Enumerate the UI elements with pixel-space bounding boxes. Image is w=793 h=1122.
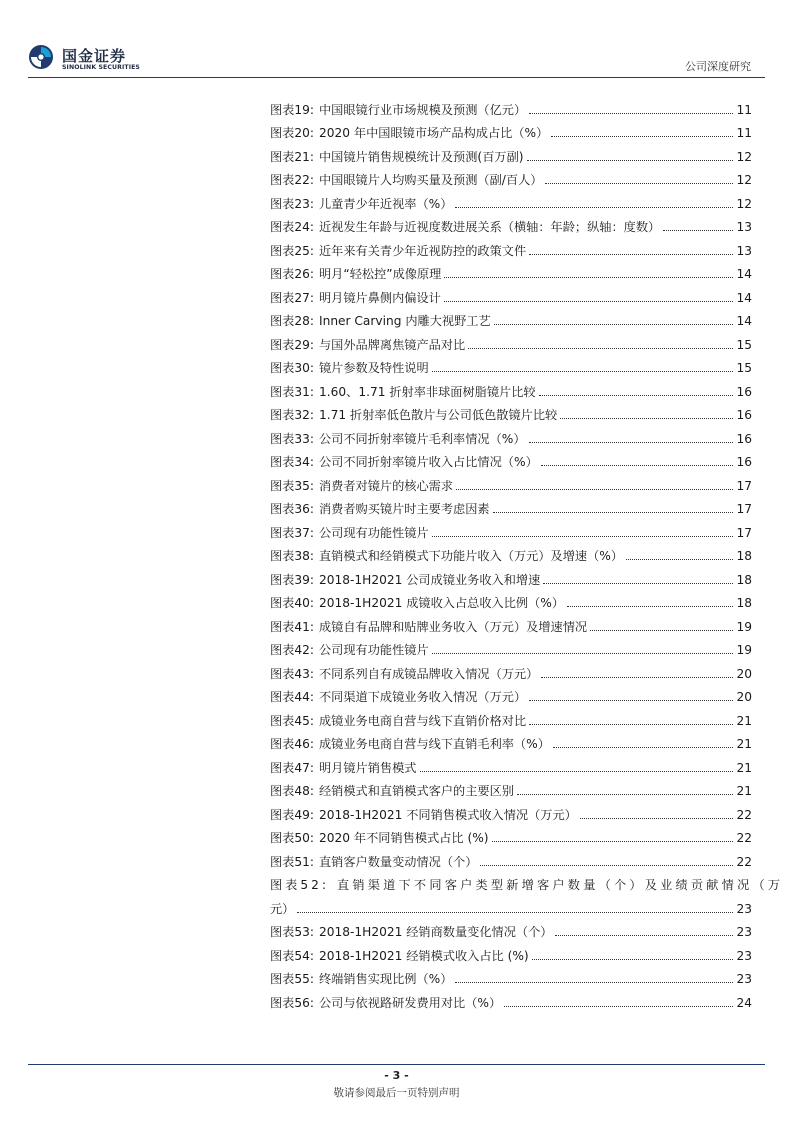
- toc-entry-title: 与国外品牌离焦镜产品对比: [319, 337, 466, 352]
- toc-entry-label: 图表38:: [270, 549, 314, 563]
- toc-leader-dots: [551, 136, 733, 137]
- toc-leader-dots: [553, 747, 733, 748]
- toc-entry-title: 中国眼镜片人均购买量及预测（副/百人）: [319, 173, 543, 187]
- toc-entry[interactable]: [270, 752, 752, 776]
- toc-entry-page: 14: [736, 267, 752, 281]
- toc-leader-dots: [297, 912, 733, 913]
- toc-entry[interactable]: [270, 141, 752, 165]
- toc-leader-dots: [529, 113, 733, 114]
- toc-entry-page: 21: [736, 784, 752, 798]
- toc-entry-label: 图表21:: [270, 149, 314, 164]
- toc-entry[interactable]: [270, 705, 752, 729]
- toc-entry-page: 11: [736, 102, 752, 117]
- toc-entry-title-continued: 元）: [270, 901, 295, 916]
- toc-entry[interactable]: [270, 188, 752, 212]
- toc-entry[interactable]: [270, 776, 752, 800]
- toc-entry[interactable]: [270, 658, 752, 682]
- toc-entry-label: 图表42:: [270, 643, 314, 657]
- toc-entry[interactable]: [270, 799, 752, 823]
- toc-entry[interactable]: [270, 353, 752, 377]
- toc-entry-title: 2018-1H2021 经销商数量变化情况（个）: [319, 925, 553, 939]
- toc-entry[interactable]: [270, 588, 752, 612]
- toc-entry-page: 20: [736, 690, 752, 704]
- toc-entry[interactable]: [270, 447, 752, 471]
- toc-entry-page: 15: [736, 337, 752, 352]
- toc-entry[interactable]: [270, 118, 752, 142]
- toc-entry-label: 图表46:: [270, 737, 314, 751]
- disclaimer-note: 敬请参阅最后一页特别声明: [333, 1087, 460, 1099]
- toc-entry-label: 图表50:: [270, 831, 314, 845]
- toc-entry-title: 公司与依视路研发费用对比（%）: [319, 995, 502, 1010]
- toc-entry-label: 图表52:: [270, 878, 329, 892]
- toc-entry-label: 图表54:: [270, 948, 314, 963]
- toc-entry-title: 直销客户数量变动情况（个）: [319, 854, 478, 869]
- toc-entry-label: 图表51:: [270, 854, 314, 869]
- toc-entry-label: 图表19:: [270, 102, 314, 117]
- toc-entry-title: 成镜业务电商自营与线下直销价格对比: [319, 713, 527, 728]
- toc-entry-page: 21: [736, 737, 752, 751]
- toc-entry-title: 明月镜片鼻侧内偏设计: [319, 290, 441, 305]
- toc-entry-title: 1.71 折射率低色散片与公司低色散镜片比较: [319, 408, 558, 422]
- toc-leader-dots: [555, 935, 733, 936]
- toc-entry-label: 图表22:: [270, 173, 314, 187]
- toc-entry-page: 18: [736, 596, 752, 610]
- toc-entry-title: 不同渠道下成镜业务收入情况（万元）: [319, 690, 527, 704]
- toc-leader-dots: [493, 512, 733, 513]
- toc-entry-page: 20: [736, 666, 752, 681]
- toc-entry-label: 图表36:: [270, 502, 314, 516]
- toc-leader-dots: [468, 348, 733, 349]
- toc-leader-dots: [529, 724, 733, 725]
- toc-entry-page: 16: [736, 408, 752, 422]
- toc-entry-label: 图表31:: [270, 384, 314, 399]
- report-type-label: 公司深度研究: [685, 60, 751, 73]
- toc-entry-page: 23: [736, 972, 752, 986]
- toc-entry[interactable]: [270, 376, 752, 400]
- toc-entry-label: 图表47:: [270, 760, 314, 775]
- toc-entry-title: 2018-1H2021 公司成镜业务收入和增速: [319, 572, 541, 587]
- toc-entry-page: 24: [736, 995, 752, 1010]
- toc-leader-dots: [432, 653, 733, 654]
- toc-entry[interactable]: [270, 940, 752, 964]
- toc-leader-dots: [517, 794, 733, 795]
- toc-entry-label: 图表37:: [270, 525, 314, 540]
- toc-entry-page: 22: [736, 807, 752, 822]
- toc-entry-page: 15: [736, 361, 752, 375]
- toc-leader-dots: [539, 395, 733, 396]
- toc-entry-page: 17: [736, 525, 752, 540]
- toc-entry[interactable]: [270, 329, 752, 353]
- toc-entry-title: 不同系列自有成镜品牌收入情况（万元）: [319, 666, 539, 681]
- toc-entry-title: 成镜业务电商自营与线下直销毛利率（%）: [319, 737, 550, 751]
- toc-leader-dots: [494, 324, 733, 325]
- toc-entry-label: 图表25:: [270, 243, 314, 258]
- toc-entry-title: 公司不同折射率镜片收入占比情况（%）: [319, 455, 538, 469]
- toc-entry-label: 图表44:: [270, 690, 314, 704]
- page-header: [0, 0, 793, 80]
- toc-entry-page: 18: [736, 572, 752, 587]
- toc-entry-label: 图表28:: [270, 314, 314, 328]
- toc-entry[interactable]: [270, 165, 752, 189]
- toc-entry-title: 成镜自有品牌和贴牌业务收入（万元）及增速情况: [319, 619, 588, 634]
- toc-leader-dots: [663, 230, 733, 231]
- toc-entry-title: 明月镜片销售模式: [319, 760, 417, 775]
- toc-entry-page: 19: [736, 619, 752, 634]
- toc-entry-page: 12: [736, 173, 752, 187]
- toc-entry-title: 2018-1H2021 成镜收入占总收入比例（%）: [319, 596, 565, 610]
- toc-entry-page: 14: [736, 314, 752, 328]
- toc-entry-label: 图表27:: [270, 290, 314, 305]
- toc-entry[interactable]: [270, 94, 752, 118]
- toc-entry-label: 图表41:: [270, 619, 314, 634]
- toc-entry-label: 图表33:: [270, 431, 314, 446]
- toc-leader-dots: [590, 630, 733, 631]
- toc-leader-dots: [455, 207, 733, 208]
- toc-entry-title: 儿童青少年近视率（%）: [319, 196, 453, 211]
- toc-leader-dots: [543, 583, 733, 584]
- toc-entry-title: 公司现有功能性镜片: [319, 525, 429, 540]
- toc-leader-dots: [545, 183, 733, 184]
- toc-entry-title: 中国眼镜行业市场规模及预测（亿元）: [319, 102, 527, 117]
- toc-entry-title: 2018-1H2021 不同销售模式收入情况（万元）: [319, 807, 577, 822]
- toc-entry-label: 图表32:: [270, 408, 314, 422]
- toc-leader-dots: [420, 771, 734, 772]
- toc-entry[interactable]: [270, 823, 752, 847]
- toc-entry-label: 图表49:: [270, 807, 314, 822]
- toc-entry-label: 图表34:: [270, 455, 314, 469]
- toc-entry-title: 直销模式和经销模式下功能片收入（万元）及增速（%）: [319, 549, 624, 563]
- toc-leader-dots: [541, 465, 733, 466]
- toc-entry-page: 23: [736, 925, 752, 939]
- toc-entry-page: 19: [736, 643, 752, 657]
- toc-entry-title: 1.60、1.71 折射率非球面树脂镜片比较: [319, 384, 536, 399]
- logo-chinese-name: 国金证券: [62, 47, 127, 65]
- toc-entry[interactable]: [270, 423, 752, 447]
- toc-leader-dots: [532, 959, 733, 960]
- toc-entry[interactable]: [270, 282, 752, 306]
- toc-entry-title: 2018-1H2021 经销模式收入占比 (%): [319, 948, 529, 963]
- toc-entry-page: 21: [736, 713, 752, 728]
- logo-english-name: SINOLINK SECURITIES: [62, 64, 140, 71]
- toc-entry-page: 13: [736, 243, 752, 258]
- toc-leader-dots: [432, 536, 733, 537]
- toc-leader-dots: [626, 559, 733, 560]
- toc-entry-page: 17: [736, 502, 752, 516]
- toc-entry-page: 14: [736, 290, 752, 305]
- toc-entry-label: 图表56:: [270, 995, 314, 1010]
- toc-entry[interactable]: [270, 846, 752, 870]
- toc-entry-title: 明月“轻松控”成像原理: [319, 267, 442, 281]
- toc-entry-page: 16: [736, 455, 752, 469]
- toc-entry-title: 2020 年中国眼镜市场产品构成占比（%）: [319, 126, 549, 140]
- toc-entry-label: 图表23:: [270, 196, 314, 211]
- toc-entry[interactable]: [270, 235, 752, 259]
- toc-entry-label: 图表40:: [270, 596, 314, 610]
- toc-entry-label: 图表43:: [270, 666, 314, 681]
- toc-entry[interactable]: [270, 259, 752, 283]
- toc-entry[interactable]: [270, 517, 752, 541]
- toc-entry-title: 近年来有关青少年近视防控的政策文件: [319, 243, 527, 258]
- toc-entry-page: 12: [736, 149, 752, 164]
- toc-entry-page: 16: [736, 431, 752, 446]
- toc-entry[interactable]: [270, 611, 752, 635]
- toc-entry-label: 图表35:: [270, 478, 314, 493]
- toc-entry[interactable]: [270, 212, 752, 236]
- toc-entry[interactable]: [270, 400, 752, 424]
- toc-entry-page: 13: [736, 220, 752, 234]
- toc-entry-page: 16: [736, 384, 752, 399]
- toc-entry[interactable]: [270, 964, 752, 988]
- toc-entry[interactable]: [270, 635, 752, 659]
- toc-leader-dots: [529, 700, 733, 701]
- toc-entry-page: 17: [736, 478, 752, 493]
- toc-entry-title: 镜片参数及特性说明: [319, 361, 429, 375]
- toc-entry-title: 消费者购买镜片时主要考虑因素: [319, 502, 490, 516]
- toc-entry-page: 23: [736, 948, 752, 963]
- toc-leader-dots: [560, 418, 733, 419]
- toc-entry[interactable]: [270, 494, 752, 518]
- toc-entry-label: 图表48:: [270, 784, 314, 798]
- toc-entry-label: 图表55:: [270, 972, 314, 986]
- toc-leader-dots: [504, 1006, 733, 1007]
- toc-leader-dots: [580, 818, 733, 819]
- toc-entry-label: 图表39:: [270, 572, 314, 587]
- sinolink-logo-icon: [28, 44, 54, 70]
- toc-entry-label: 图表20:: [270, 126, 314, 140]
- toc-entry-title: 终端销售实现比例（%）: [319, 972, 453, 986]
- toc-entry-label: 图表26:: [270, 267, 314, 281]
- toc-entry[interactable]: [270, 564, 752, 588]
- toc-leader-dots: [455, 982, 733, 983]
- toc-entry[interactable]: [270, 917, 752, 941]
- toc-leader-dots: [567, 606, 733, 607]
- toc-leader-dots: [444, 301, 733, 302]
- toc-entry-title: Inner Carving 内雕大视野工艺: [319, 314, 491, 328]
- toc-leader-dots: [529, 254, 733, 255]
- toc-entry-title: 中国镜片销售规模统计及预测(百万副): [319, 149, 524, 164]
- toc-leader-dots: [456, 489, 733, 490]
- toc-leader-dots: [541, 677, 733, 678]
- toc-leader-dots: [527, 160, 733, 161]
- toc-entry-page: 23: [736, 901, 752, 916]
- toc-entry[interactable]: [270, 682, 752, 706]
- toc-entry[interactable]: [270, 541, 752, 565]
- toc-entry[interactable]: [270, 306, 752, 330]
- toc-entry-page: 11: [736, 126, 752, 140]
- toc-entry-title: 消费者对镜片的核心需求: [319, 478, 454, 493]
- toc-entry-label: 图表29:: [270, 337, 314, 352]
- toc-leader-dots: [529, 442, 733, 443]
- toc-entry-page: 22: [736, 831, 752, 845]
- toc-entry-label: 图表24:: [270, 220, 314, 234]
- toc-leader-dots: [480, 865, 733, 866]
- toc-entry-52[interactable]: [270, 870, 784, 917]
- header-divider: [28, 77, 765, 78]
- toc-entry-title: 公司现有功能性镜片: [319, 643, 429, 657]
- figure-index: [270, 94, 784, 1011]
- toc-entry[interactable]: [270, 987, 752, 1011]
- toc-entry-title: 近视发生年龄与近视度数进展关系（横轴：年龄；纵轴：度数）: [319, 220, 661, 234]
- toc-leader-dots: [492, 841, 733, 842]
- toc-entry-page: 21: [736, 760, 752, 775]
- toc-entry-page: 18: [736, 549, 752, 563]
- toc-entry-title: 直销渠道下不同客户类型新增客户数量（个）及业绩贡献情况（万: [337, 878, 784, 892]
- toc-entry-label: 图表53:: [270, 925, 314, 939]
- toc-entry-label: 图表30:: [270, 361, 314, 375]
- toc-entry-page: 12: [736, 196, 752, 211]
- toc-leader-dots: [444, 277, 733, 278]
- toc-entry-title: 公司不同折射率镜片毛利率情况（%）: [319, 431, 526, 446]
- toc-entry-title: 2020 年不同销售模式占比 (%): [319, 831, 489, 845]
- toc-entry-label: 图表45:: [270, 713, 314, 728]
- toc-entry-page: 22: [736, 854, 752, 869]
- toc-entry[interactable]: [270, 729, 752, 753]
- company-logo: [28, 44, 153, 76]
- toc-leader-dots: [432, 371, 733, 372]
- page-number: - 3 -: [384, 1069, 409, 1082]
- toc-entry-title: 经销模式和直销模式客户的主要区别: [319, 784, 514, 798]
- toc-entry[interactable]: [270, 470, 752, 494]
- footer-divider: [28, 1064, 765, 1065]
